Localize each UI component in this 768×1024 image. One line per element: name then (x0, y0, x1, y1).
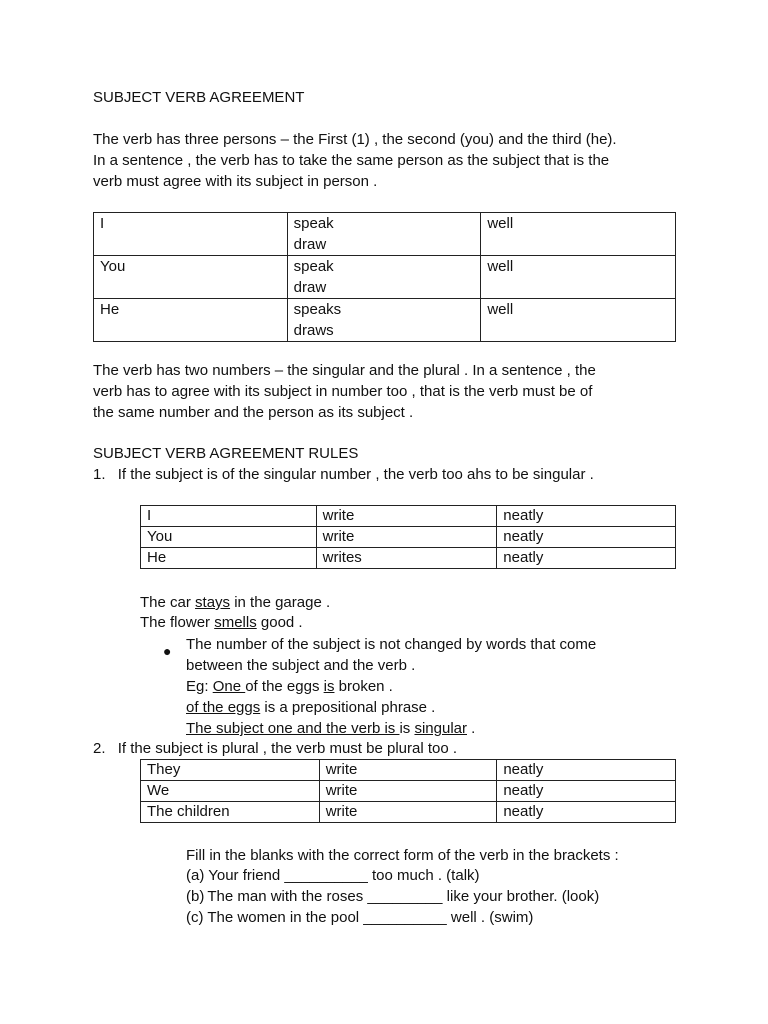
example-text: . (467, 720, 476, 737)
page-title: SUBJECT VERB AGREEMENT (93, 89, 305, 106)
rule-number: 1. (93, 466, 106, 483)
example-sentence (140, 592, 330, 613)
verb-text: speaks (293, 301, 342, 318)
table-cell: write (316, 527, 497, 548)
table-cell: well (481, 213, 676, 256)
table-cell: I (94, 213, 288, 256)
table-cell: writes (316, 548, 497, 569)
table-cell (287, 256, 481, 299)
table-row (94, 299, 676, 342)
table-cell: neatly (497, 527, 676, 548)
underlined-subject: One (212, 678, 246, 695)
rule-number: 2. (93, 740, 106, 757)
bullet-line: The number of the subject is not changed by words that come (186, 636, 597, 653)
table-cell: write (319, 781, 497, 802)
table-row (141, 548, 676, 569)
example-text: good . (256, 614, 303, 631)
rule-text: If the subject is plural , the verb must be plural too . (117, 740, 458, 757)
table-cell: neatly (497, 506, 676, 527)
underlined-summary: The subject one and the verb is (186, 720, 400, 737)
eg-label: Eg: (186, 678, 213, 695)
underlined-verb: smells (214, 614, 257, 631)
intro-line: The verb has three persons – the First (1) , the second (you) and the third (he). (93, 131, 617, 148)
verb-text: draw (293, 236, 327, 253)
numbers-paragraph (93, 360, 693, 423)
example-line (186, 676, 393, 697)
underlined-phrase: of the eggs (186, 699, 261, 716)
rules-title: SUBJECT VERB AGREEMENT RULES (93, 445, 359, 462)
verb-text: speak (293, 258, 334, 275)
table-row (141, 527, 676, 548)
underlined-word: singular (414, 720, 467, 737)
table-cell (287, 213, 481, 256)
table-cell: The children (141, 802, 320, 823)
table-cell: He (94, 299, 288, 342)
table-row (94, 213, 676, 256)
table-cell: neatly (497, 548, 676, 569)
table-cell: They (141, 760, 320, 781)
underlined-verb: stays (195, 594, 231, 611)
table-row (141, 506, 676, 527)
exercise-item: (c) The women in the pool __________ well . (swim) (186, 909, 534, 926)
numbers-line: verb has to agree with its subject in number too , that is the verb must be of (93, 383, 593, 400)
numbers-line: The verb has two numbers – the singular and the plural . In a sentence , the (93, 362, 596, 379)
example-text: broken . (334, 678, 393, 695)
table-cell: well (481, 256, 676, 299)
table-cell: neatly (497, 802, 676, 823)
intro-line: In a sentence , the verb has to take the same person as the subject that is the (93, 152, 610, 169)
verb-text: speak (293, 215, 334, 232)
phrase-line (186, 697, 435, 718)
table-cell: write (319, 802, 497, 823)
table-cell: We (141, 781, 320, 802)
exercise-instruction: Fill in the blanks with the correct form of the verb in the brackets : (186, 847, 619, 864)
table-cell: I (141, 506, 317, 527)
table-cell: well (481, 299, 676, 342)
example-sentence (140, 612, 303, 633)
exercise-item: (b) The man with the roses _________ like your brother. (look) (186, 888, 600, 905)
table-cell: write (316, 506, 497, 527)
intro-line: verb must agree with its subject in person . (93, 173, 378, 190)
verb-text: draws (293, 322, 334, 339)
table-cell (287, 299, 481, 342)
table-cell: You (94, 256, 288, 299)
plural-table (140, 759, 676, 823)
rule-1 (93, 464, 594, 485)
rule-text: If the subject is of the singular number , the verb too ahs to be singular . (117, 466, 594, 483)
singular-table (140, 505, 676, 569)
table-row (94, 256, 676, 299)
underlined-verb: is (323, 678, 335, 695)
bullet-icon: ● (163, 643, 172, 659)
rule-2 (93, 738, 457, 759)
numbers-line: the same number and the person as its subject . (93, 404, 414, 421)
exercise-item: (a) Your friend __________ too much . (talk) (186, 867, 480, 884)
persons-table (93, 212, 676, 342)
table-cell: write (319, 760, 497, 781)
summary-line (186, 718, 475, 739)
verb-text: draw (293, 279, 327, 296)
table-row (141, 802, 676, 823)
table-cell: neatly (497, 781, 676, 802)
bullet-line: between the subject and the verb . (186, 657, 416, 674)
table-cell: You (141, 527, 317, 548)
table-row (141, 781, 676, 802)
table-row (141, 760, 676, 781)
example-text: in the garage . (230, 594, 331, 611)
intro-paragraph (93, 129, 693, 192)
example-text: The car (140, 594, 196, 611)
table-cell: neatly (497, 760, 676, 781)
table-cell: He (141, 548, 317, 569)
example-text: is (399, 720, 415, 737)
example-text: is a prepositional phrase . (260, 699, 436, 716)
example-text: of the eggs (245, 678, 324, 695)
example-text: The flower (140, 614, 215, 631)
